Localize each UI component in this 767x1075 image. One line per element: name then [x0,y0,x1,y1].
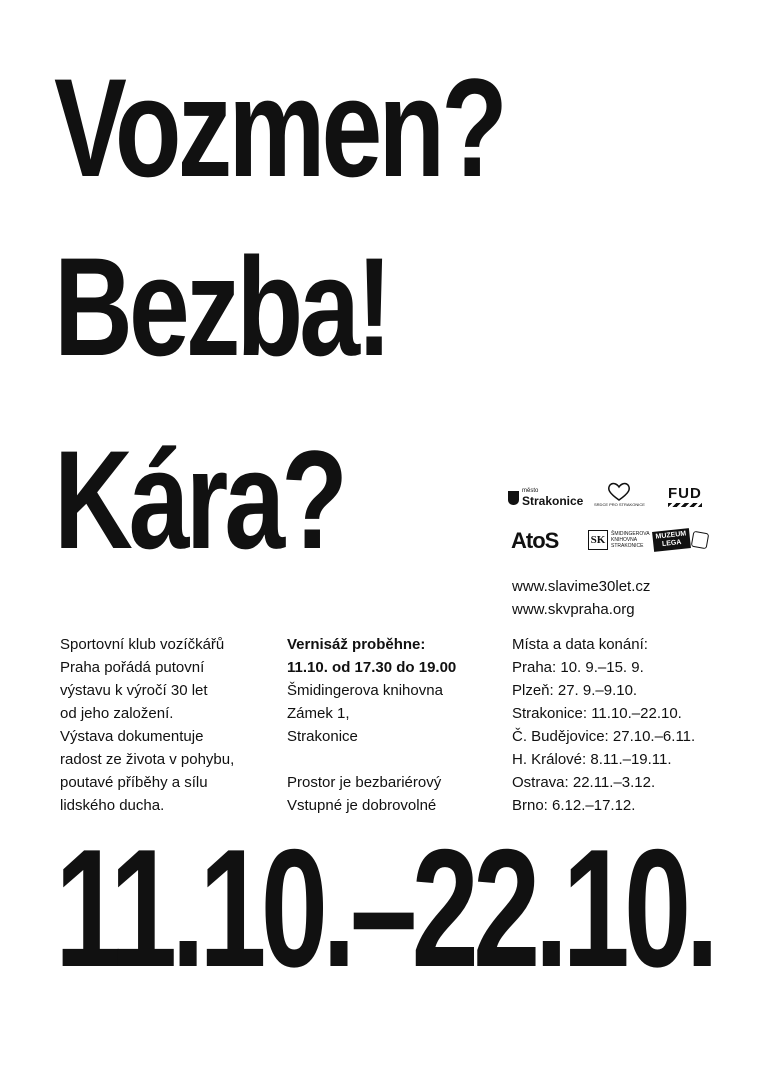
lega-museum-logo [653,530,708,550]
headline-line-2: Bezba! [54,228,389,385]
sk-box: SK [588,530,608,550]
tour-stop: Ostrava: 22.11.–3.12. [512,774,656,791]
partner-logos [508,480,708,560]
exhibition-dates: 11.10.–22.10. [55,814,714,1002]
lega-text-1: MUZEUM [655,530,687,541]
website-links [512,575,650,621]
heart-logo [594,482,645,507]
description-line: radost ze života v pohybu, [60,751,235,768]
sk-text-2: KNIHOVNA [611,537,638,543]
description-line: lidského ducha. [60,797,165,814]
atos-label: AtoS [511,528,559,553]
admission-note: Vstupné je dobrovolné [287,797,437,814]
venue-line: Zámek 1, [287,705,350,722]
venue-line: Strakonice [287,728,358,745]
tour-stop: H. Králové: 8.11.–19.11. [512,751,672,768]
robot-icon [690,531,709,550]
sk-text-1: ŠMIDINGEROVA [611,531,650,537]
fud-logo [668,485,702,507]
vernissage-heading: Vernisáž proběhne: [287,636,426,653]
link-skvpraha[interactable]: www.skvpraha.org [512,601,635,618]
atos-logo [511,528,558,554]
description-line: poutavé příběhy a sílu [60,774,208,791]
accessibility-note: Prostor je bezbariérový [287,774,442,791]
strakonice-label: Strakonice [522,494,584,508]
lega-badge [652,528,691,552]
description-line: Sportovní klub vozíčkářů [60,636,225,653]
lega-text-2: LEGA [661,538,682,548]
strakonice-logo [508,488,583,508]
description-line: výstavu k výročí 30 let [60,682,208,699]
venue-line: Šmidingerova knihovna [287,682,443,699]
stripe-icon [668,503,702,507]
tour-dates-column [512,633,752,817]
headline-line-3: Kára? [54,421,345,578]
vernissage-time: 11.10. od 17.30 do 19.00 [287,659,457,676]
vernissage-column [287,633,497,817]
fud-label: FUD [668,485,702,502]
strakonice-small-label: město [522,488,539,494]
description-line: Praha pořádá putovní [60,659,205,676]
tour-dates-heading: Místa a data konání: [512,636,648,653]
tour-stop: Praha: 10. 9.–15. 9. [512,659,644,676]
heart-icon [606,482,632,502]
sk-library-logo [588,530,650,550]
tour-stop: Brno: 6.12.–17.12. [512,797,636,814]
description-line: od jeho založení. [60,705,174,722]
heart-caption: SRDCE PRO STRAKONICE [594,502,645,507]
link-slavime30let[interactable]: www.slavime30let.cz [512,578,651,595]
description-line: Výstava dokumentuje [60,728,204,745]
tour-stop: Strakonice: 11.10.–22.10. [512,705,682,722]
description-column [60,633,260,817]
headline-line-1: Vozmen? [54,49,504,206]
sk-text-3: STRAKONICE [611,543,644,549]
shield-icon [508,491,519,505]
tour-stop: Č. Budějovice: 27.10.–6.11. [512,728,696,745]
tour-stop: Plzeň: 27. 9.–9.10. [512,682,638,699]
spacer [287,748,497,771]
